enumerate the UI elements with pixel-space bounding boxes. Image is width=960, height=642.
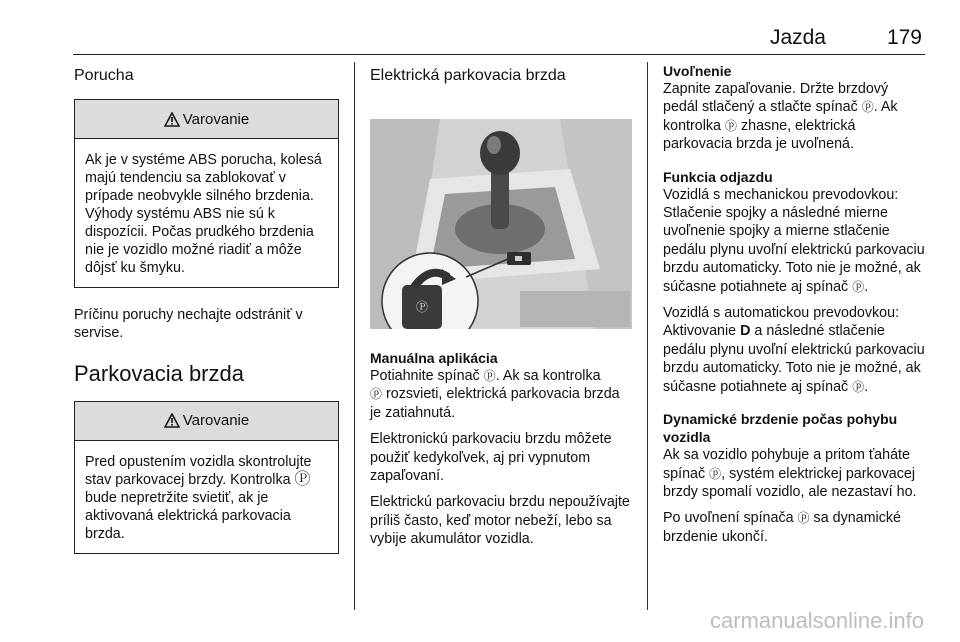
text-part: . Ak sa kontrolka — [495, 368, 601, 384]
paragraph-manual-3: Elektrickú parkovaciu brzdu nepoužívajte príliš často, keď motor nebeží, lebo sa vybije akumulátor vozidla. — [370, 494, 630, 548]
parking-switch-icon: ⓟ — [861, 100, 874, 115]
page-header-title: Jazda — [769, 26, 826, 49]
warning-title: Varovanie — [182, 412, 250, 430]
text-part: . — [864, 278, 869, 295]
warning-header — [75, 402, 338, 441]
paragraph-release — [663, 80, 927, 154]
column-divider-1 — [354, 62, 355, 610]
parking-switch-icon: ⓟ — [797, 511, 810, 526]
text-part: zhasne, elektrická parkovacia brzda je uvoľnená. — [663, 117, 856, 153]
page-number: 179 — [886, 26, 922, 49]
gear-d-label: D — [740, 323, 751, 340]
text-part: . Ak kontrolka — [663, 99, 898, 134]
paragraph-manual-1 — [370, 367, 632, 422]
parking-switch-icon: ⓟ — [852, 379, 865, 394]
watermark: carmanualsonline.info — [709, 608, 924, 633]
column-2 — [370, 62, 632, 557]
parking-indicator-icon: ⓟ — [725, 118, 738, 133]
warning-text — [75, 441, 338, 553]
paragraph-manual-2: Elektronickú parkovaciu brzdu môžete použiť kedykoľvek, aj pri vypnutom zapaľovaní. — [370, 431, 612, 485]
text-part: , systém elektrickej parkovacej brzdy spomalí vozidlo, ale nezastaví ho. — [663, 465, 917, 500]
column-3 — [663, 62, 927, 554]
parking-switch-icon: ⓟ — [709, 466, 722, 481]
parking-indicator-icon: ⓟ — [370, 387, 383, 402]
svg-text:Ⓟ: Ⓟ — [415, 300, 429, 314]
parking-switch-icon: ⓟ — [852, 279, 865, 294]
subheading-drive-away: Funkcia odjazdu — [663, 168, 773, 185]
warning-triangle-icon — [164, 112, 180, 127]
section-title-parking-brake: Parkovacia brzda — [74, 360, 244, 386]
warning-box-parking — [74, 401, 339, 554]
section-title-epb: Elektrická parkovacia brzda — [370, 67, 566, 84]
text-part: Ak sa vozidlo pohybuje a pritom ťaháte spínač — [663, 447, 910, 482]
warning-text-part: Pred opustením vozidla skontrolujte stav parkovacej brzdy. Kontrolka — [85, 453, 312, 488]
text-part: Vozidlá s automatickou prevodovkou: Aktivovanie — [663, 305, 900, 340]
section-title-porucha: Porucha — [74, 67, 134, 84]
parking-switch-icon: ⓟ — [483, 369, 496, 383]
paragraph-dynamic-1 — [663, 446, 927, 501]
warning-text: Ak je v systéme ABS porucha, kolesá majú tendenciu sa zablokovať v prípade neobvykle silného brzdenia. Výhody systému ABS nie sú k dispozícii. Počas prudkého brzdenia nie je vozidlo možné riadiť a môže dôjsť ku šmyku. — [85, 152, 322, 276]
paragraph-automatic-transmission — [663, 304, 927, 396]
paragraph-service: Príčinu poruchy nechajte odstrániť v servise. — [74, 307, 303, 342]
parking-brake-switch-photo — [370, 119, 632, 329]
warning-title: Varovanie — [182, 110, 250, 128]
warning-header — [75, 100, 338, 139]
text-part: Potiahnite spínač — [370, 368, 480, 384]
paragraph-manual-transmission — [663, 186, 927, 296]
column-divider-2 — [647, 62, 648, 610]
subheading-dynamic-braking: Dynamické brzdenie počas pohybu vozidla — [663, 411, 898, 446]
subheading-release: Uvoľnenie — [663, 63, 732, 79]
console-illustration — [370, 119, 632, 329]
text-part: a následné stlačenie pedálu plynu uvoľní elektrickú parkovaciu brzdu automaticky. Toto nie je možné, ak súčasne potiahnete aj spínač — [663, 323, 925, 395]
text-part: . — [864, 378, 869, 395]
warning-box-abs — [74, 99, 339, 288]
text-part: rozsvieti, elektrická parkovacia brzda je zatiahnutá. — [370, 386, 620, 421]
paragraph-dynamic-2 — [663, 509, 927, 546]
text-part: sa dynamické brzdenie ukončí. — [663, 510, 901, 545]
text-part: Zapnite zapaľovanie. Držte brzdový pedál stlačený a stlačte spínač — [663, 81, 889, 116]
warning-triangle-icon — [164, 413, 180, 428]
column-1 — [74, 62, 339, 572]
header-rule — [73, 54, 925, 55]
text-part: Po uvoľnení spínača — [663, 510, 794, 527]
subheading-manual: Manuálna aplikácia — [370, 350, 498, 366]
warning-text-part: bude nepretržite svietiť, ak je aktivovaná elektrická parkovacia brzda. — [85, 489, 291, 542]
parking-indicator-icon: Ⓟ — [294, 470, 311, 488]
text-part: Vozidlá s mechanickou prevodovkou: Stlačenie spojky a následné mierne uvoľnenie spojky a mierne stlačenie pedálu plynu uvoľní elektrickú parkovaciu brzdu automaticky. Toto nie je možné, ak súčasne potiahnete aj spínač — [663, 186, 925, 295]
